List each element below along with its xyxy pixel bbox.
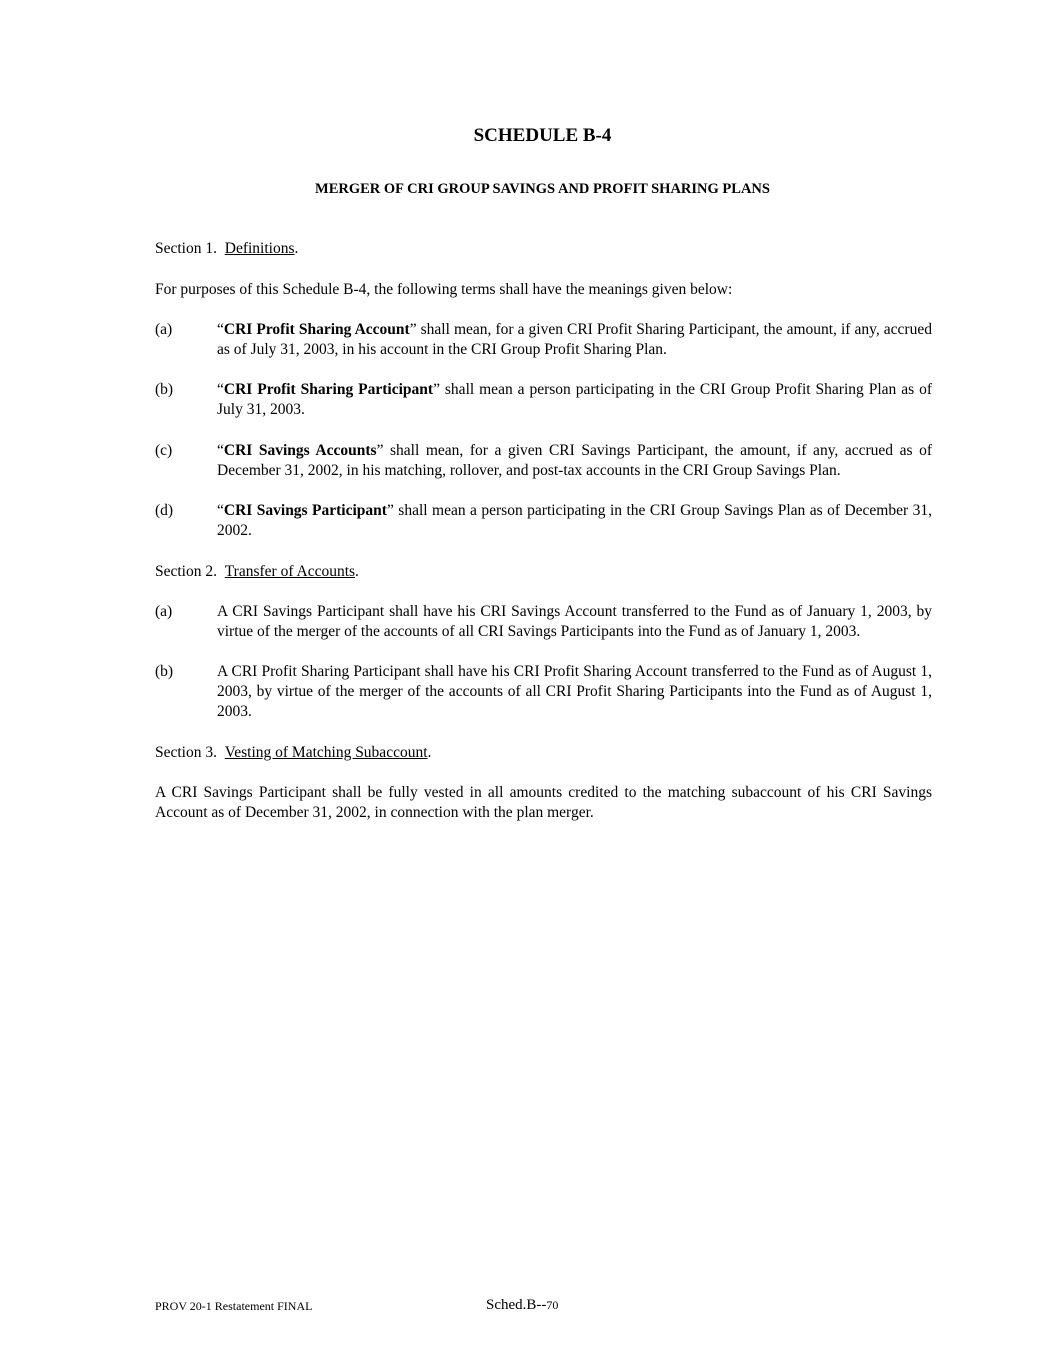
definition-text: “CRI Profit Sharing Account” shall mean, for a given CRI Profit Sharing Participant, the amount, if any, accrued as of July 31, 2003, in his account in the CRI Group Profit Sharing Plan. xyxy=(217,321,932,358)
section-1-heading: Section 1. Definitions. xyxy=(155,240,299,257)
page-prefix: Sched.B-- xyxy=(486,1297,547,1313)
page-subtitle: MERGER OF CRI GROUP SAVINGS AND PROFIT SHARING PLANS xyxy=(315,181,770,197)
item-marker: (c) xyxy=(155,442,173,459)
definition-item-b xyxy=(155,380,932,420)
definition-text: “CRI Profit Sharing Participant” shall mean a person participating in the CRI Group Profit Sharing Plan as of July 31, 2003. xyxy=(217,381,932,418)
definition-item-c xyxy=(155,441,932,481)
defined-term: CRI Profit Sharing Account xyxy=(223,321,410,338)
section-3-heading: Section 3. Vesting of Matching Subaccount. xyxy=(155,744,432,761)
defined-term: CRI Savings Accounts xyxy=(223,442,377,459)
section-2-heading: Section 2. Transfer of Accounts. xyxy=(155,563,359,580)
transfer-text: A CRI Savings Participant shall have his CRI Savings Account transferred to the Fund as of January 1, 2003, by virtue of the merger of the accounts of all CRI Savings Participants into the Fund as of January 1, 2003. xyxy=(217,603,932,640)
footer-page-number xyxy=(486,1296,558,1314)
definition-item-d xyxy=(155,501,932,541)
item-marker: (b) xyxy=(155,381,174,398)
definition-text: “CRI Savings Participant” shall mean a person participating in the CRI Group Savings Plan as of December 31, 2002. xyxy=(217,502,932,539)
section-3-text: A CRI Savings Participant shall be fully vested in all amounts credited to the matching subaccount of his CRI Savings Account as of December 31, 2002, in connection with the plan merger. xyxy=(155,784,932,821)
defined-term: CRI Savings Participant xyxy=(223,502,387,519)
section-3-title: Vesting of Matching Subaccount xyxy=(224,744,428,761)
section-1-intro: For purposes of this Schedule B-4, the following terms shall have the meanings given below: xyxy=(155,281,733,298)
page-number: 70 xyxy=(546,1298,559,1312)
section-1-title: Definitions xyxy=(224,240,295,257)
section-2-prefix: Section 2. xyxy=(155,563,217,580)
page-title: SCHEDULE B-4 xyxy=(473,125,612,146)
section-3-prefix: Section 3. xyxy=(155,744,217,761)
transfer-item-b xyxy=(155,662,932,722)
transfer-text: A CRI Profit Sharing Participant shall have his CRI Profit Sharing Account transferred to the Fund as of August 1, 2003, by virtue of the merger of the accounts of all CRI Profit Sharing Participants into the Fund as of August 1, 2003. xyxy=(217,663,932,720)
item-marker: (a) xyxy=(155,603,173,620)
definition-text: “CRI Savings Accounts” shall mean, for a given CRI Savings Participant, the amount, if any, accrued as of December 31, 2002, in his matching, rollover, and post-tax accounts in the CRI Group Savings Plan. xyxy=(217,442,933,479)
definition-item-a xyxy=(155,320,932,360)
section-2-title: Transfer of Accounts xyxy=(224,563,356,580)
item-marker: (b) xyxy=(155,663,174,680)
section-1-prefix: Section 1. xyxy=(155,240,217,257)
footer-doc-id: PROV 20-1 Restatement FINAL xyxy=(155,1299,313,1313)
transfer-item-a xyxy=(155,602,932,642)
defined-term: CRI Profit Sharing Participant xyxy=(223,381,434,398)
item-marker: (a) xyxy=(155,321,173,338)
item-marker: (d) xyxy=(155,502,174,519)
